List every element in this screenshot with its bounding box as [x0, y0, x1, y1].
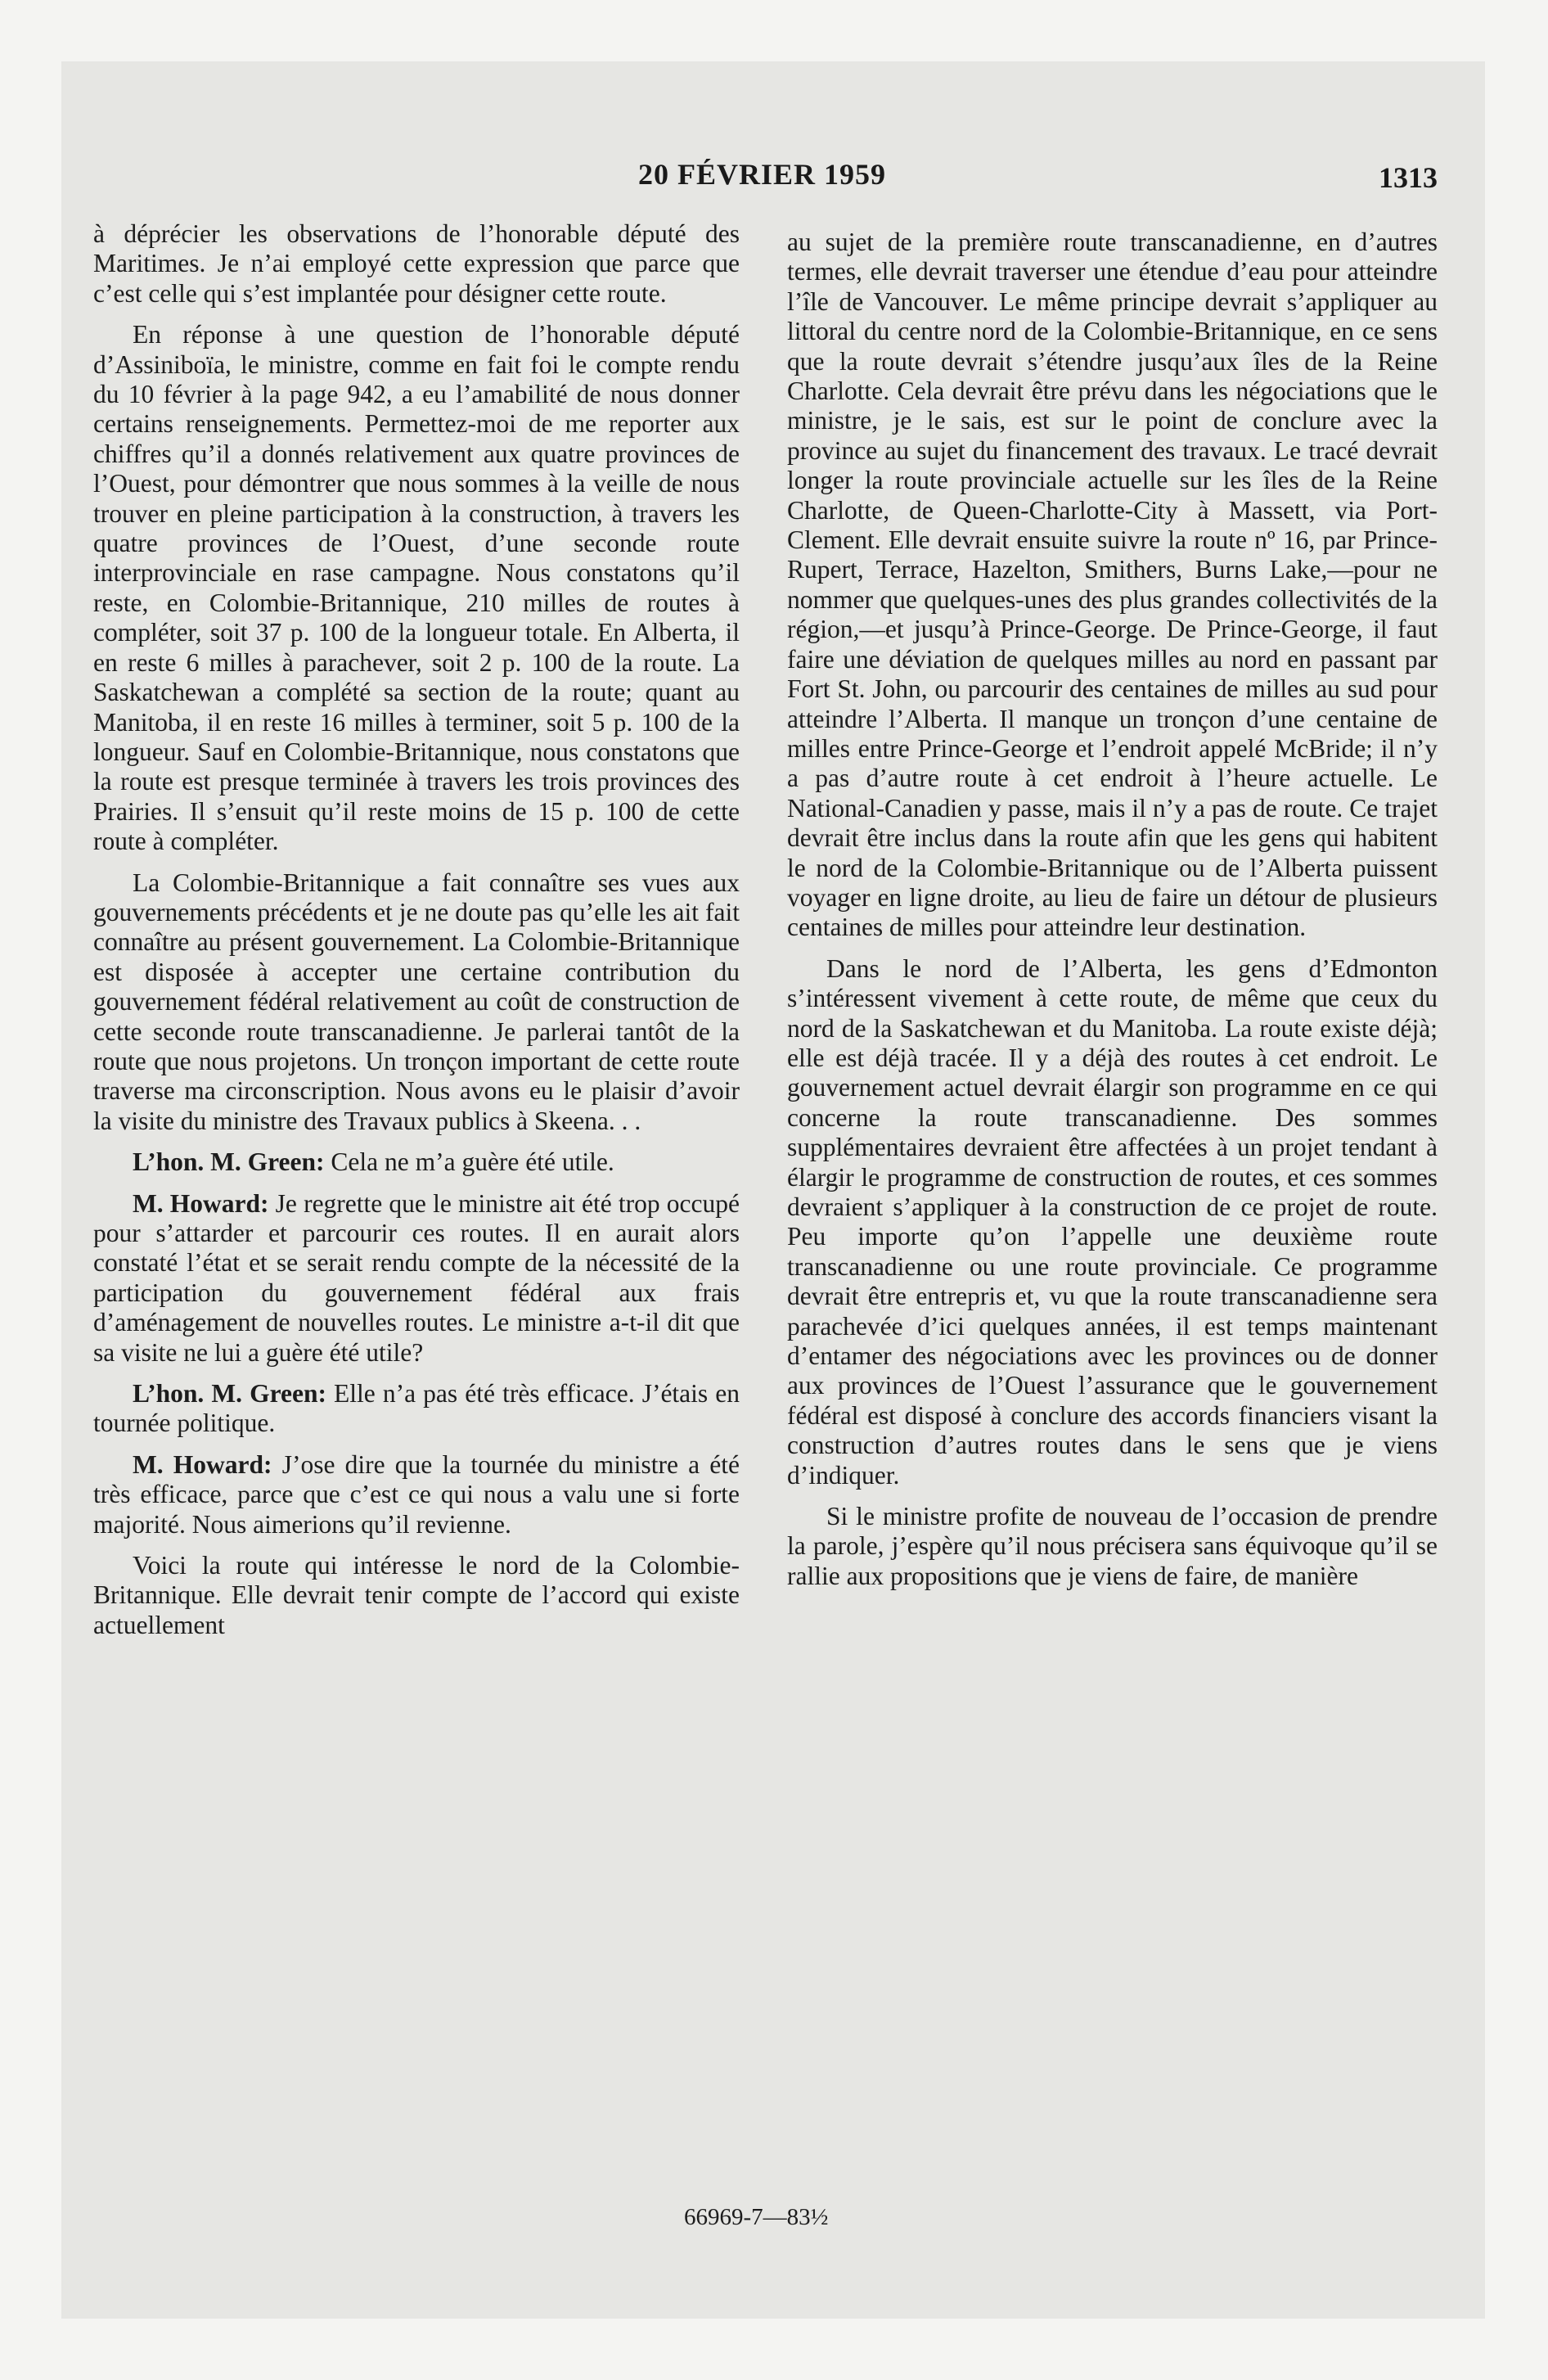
- speaker-name: M. Howard:: [133, 1188, 269, 1218]
- speech-text: J’ose dire que la tournée du ministre a été très efficace, parce que c’est ce qui nous a valu une si forte majorité. Nous aimerions qu’il revienne.: [93, 1449, 740, 1539]
- speaker-name: L’hon. M. Green:: [133, 1147, 325, 1177]
- paragraph: La Colombie-Britannique a fait connaître ses vues aux gouvernements précédents et je ne doute pas qu’elle les ait fait connaître au présent gouvernement. La Colombie-Britannique est disposée à accepter une certaine contribution du gouvernement fédéral relativement au coût de construction de cette seconde route transcanadienne. Je parlerai tantôt de la route que nous projetons. Un tronçon important de cette route traverse ma circonscription. Nous avons eu le plaisir d’avoir la visite du ministre des Travaux publics à Skeena. . .: [93, 868, 740, 1135]
- paragraph: Si le ministre profite de nouveau de l’occasion de prendre la parole, j’espère qu’il nous précisera sans équivoque qu’il se rallie aux propositions que je viens de faire, de manière: [787, 1502, 1438, 1590]
- paragraph: au sujet de la première route transcanadienne, en d’autres termes, elle devrait traverser une étendue d’eau pour atteindre l’île de Vancouver. Le même principe devrait s’appliquer au littoral du centre nord de la Colombie-Britannique, en ce sens que la route devrait s’étendre jusqu’aux îles de la Reine Charlotte. Cela devrait être prévu dans les négociations que le ministre, je le sais, est sur le point de conclure avec la province au sujet du financement des travaux. Le tracé devrait longer la route provinciale actuelle sur les îles de la Reine Charlotte, de Queen-Charlotte-City à Massett, via Port-Clement. Elle devrait ensuite suivre la route nº 16, par Prince-Rupert, Terrace, Hazelton, Smithers, Burns Lake,—pour ne nommer que quelques-unes des plus grandes collectivités de la région,—et jusqu’à Prince-George. De Prince-George, il faut faire une déviation de quelques milles au nord en passant par Fort St. John, ou parcourir des centaines de milles au sud pour atteindre l’Alberta. Il manque un tronçon d’une centaine de milles entre Prince-George et l’endroit appelé McBride; il n’y a pas d’autre route à cet endroit à l’heure actuelle. Le National-Canadien y passe, mais il n’y a pas de route. Ce trajet devrait être inclus dans la route afin que les gens qui habitent le nord de la Colombie-Britannique ou de l’Alberta puissent voyager en ligne droite, au lieu de faire un détour de plusieurs centaines de milles pour atteindre leur destination.: [787, 228, 1438, 942]
- speaker-name: L’hon. M. Green:: [133, 1379, 326, 1409]
- speaker-name: M. Howard:: [133, 1449, 272, 1479]
- left-column: [93, 219, 740, 1652]
- speech-text: Cela ne m’a guère été utile.: [324, 1147, 614, 1177]
- paragraph: Dans le nord de l’Alberta, les gens d’Edmonton s’intéressent vivement à cette route, de même que ceux du nord de la Saskatchewan et du Manitoba. La route existe déjà; elle est déjà tracée. Il y a déjà des routes à cet endroit. Le gouvernement actuel devrait élargir son programme en ce qui concerne la route transcanadienne. Des sommes supplémentaires devraient être affectées à un projet tendant à élargir le programme de construction de routes, et ces sommes devraient s’appliquer à la construction de ce projet de route. Peu importe qu’on l’appelle une deuxième route transcanadienne ou une route provinciale. Ce programme devrait être entrepris et, vu que la route transcanadienne sera parachevée d’ici quelques années, il est temps maintenant d’entamer des négociations avec les provinces ou de donner aux provinces de l’Ouest l’assurance que le gouvernement fédéral est disposé à conclure des accords financiers visant la construction d’autres routes dans le sens que je viens d’indiquer.: [787, 953, 1438, 1490]
- speech-paragraph: [93, 1379, 740, 1439]
- speech-paragraph: [93, 1147, 740, 1177]
- paragraph: En réponse à une question de l’honorable député d’Assiniboïa, le ministre, comme en fait foi le compte rendu du 10 février à la page 942, a eu l’amabilité de nous donner certains renseignements. Permettez-moi de me reporter aux chiffres qu’il a donnés relativement aux quatre provinces de l’Ouest, pour démontrer que nous sommes à la veille de nous trouver en pleine participation à la construction, à travers les quatre provinces de l’Ouest, d’une seconde route interprovinciale en rase campagne. Nous constatons qu’il reste, en Colombie-Britannique, 210 milles de routes à compléter, soit 37 p. 100 de la longueur totale. En Alberta, il en reste 6 milles à parachever, soit 2 p. 100 de la route. La Saskatchewan a complété sa section de la route; quant au Manitoba, il en reste 16 milles à terminer, soit 5 p. 100 de la longueur. Sauf en Colombie-Britannique, nous constatons que la route est presque terminée à travers les trois provinces des Prairies. Il s’ensuit qu’il reste moins de 15 p. 100 de cette route à compléter.: [93, 320, 740, 856]
- paragraph: Voici la route qui intéresse le nord de la Colombie-Britannique. Elle devrait tenir compte de l’accord qui existe actuellement: [93, 1551, 740, 1639]
- speech-paragraph: [93, 1189, 740, 1368]
- paragraph: à déprécier les observations de l’honorable député des Maritimes. Je n’ai employé cette expression que parce que c’est celle qui s’est implantée pour désigner cette route.: [93, 219, 740, 308]
- speech-text: Elle n’a pas été très efficace. J’étais en tournée politique.: [93, 1379, 740, 1438]
- speech-paragraph: [93, 1450, 740, 1539]
- footer-code: 66969-7—83½: [684, 2204, 829, 2230]
- page-header-date: 20 FÉVRIER 1959: [638, 158, 887, 191]
- right-column: [787, 228, 1438, 1602]
- page-number: 1313: [1379, 161, 1438, 194]
- speech-text: Je regrette que le ministre ait été trop occupé pour s’attarder et parcourir ces routes. Il en aurait alors constaté l’état et se serait rendu compte de la nécessité de la participation du gouvernement fédéral aux frais d’aménagement de nouvelles routes. Le ministre a-t-il dit que sa visite ne lui a guère été utile?: [93, 1188, 740, 1367]
